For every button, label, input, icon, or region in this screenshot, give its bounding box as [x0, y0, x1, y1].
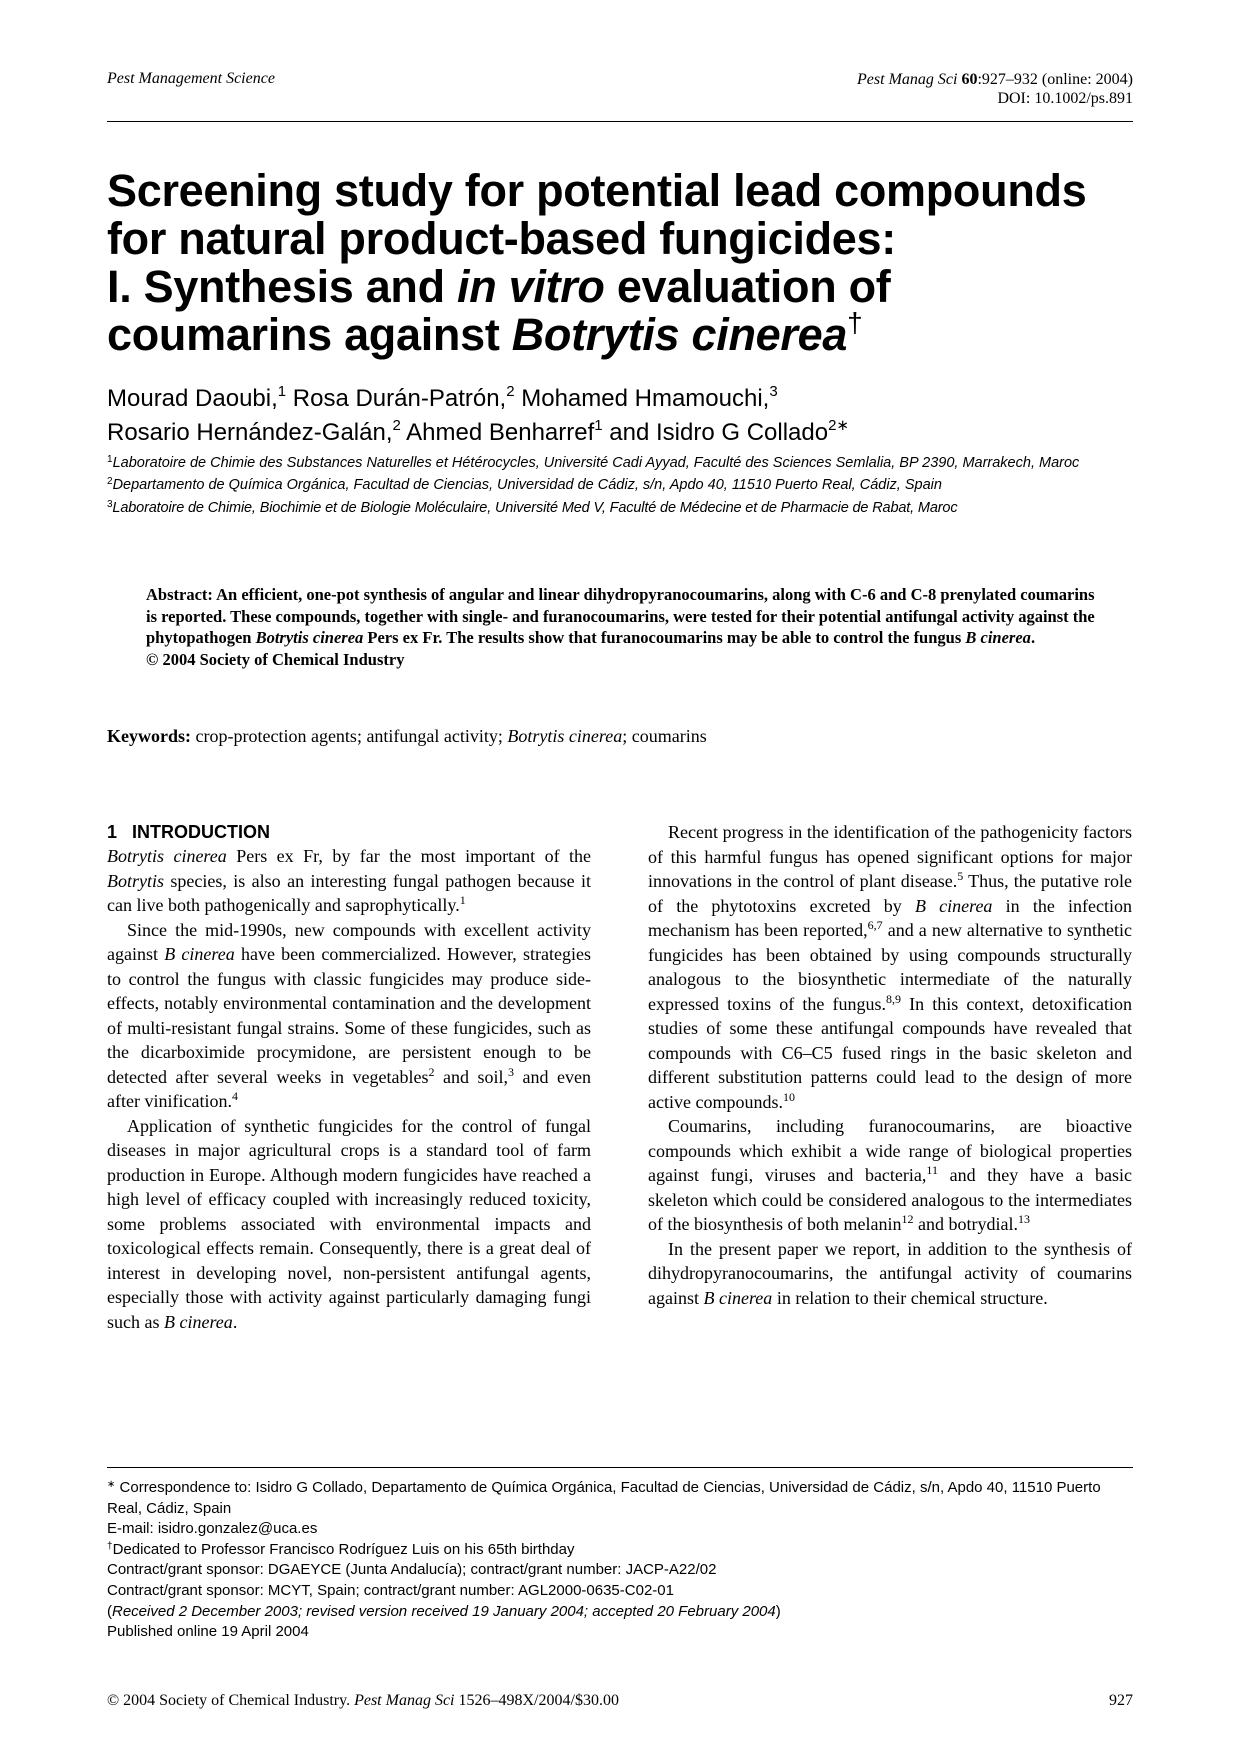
grant-2: Contract/grant sponsor: MCYT, Spain; contract/grant number: AGL2000-0635-C02-01 — [107, 1581, 674, 1599]
header-rule — [107, 121, 1133, 122]
author-list — [107, 382, 849, 450]
page-footer-copyright — [107, 1692, 619, 1710]
citation-ref: 8,9 — [886, 991, 902, 1006]
author: and Isidro G Collado — [602, 419, 829, 446]
abstract-italic: Botrytis cinerea — [255, 628, 364, 648]
keywords-text: ; coumarins — [622, 726, 707, 746]
footnotes — [107, 1478, 1133, 1643]
footnote-mark: † — [107, 1540, 113, 1552]
author-sup: 1 — [594, 417, 603, 434]
text: Since the mid-1990s, new compounds with excellent activity against — [107, 919, 591, 964]
paragraph-2 — [107, 918, 591, 1114]
email: E-mail: isidro.gonzalez@uca.es — [107, 1520, 318, 1538]
abstract-segment: Pers ex Fr. The results show that furanocoumarins may be able to control the fungus — [363, 628, 966, 648]
doi: DOI: 10.1002/ps.891 — [997, 90, 1133, 107]
title-line-2: for natural product-based fungicides: — [107, 213, 896, 264]
paragraph-4 — [648, 820, 1132, 1114]
species-name: B cinerea — [164, 1311, 233, 1332]
text: have been commercialized. However, strategies to control the fungus with classic fungicides may produce side-effects, notably environmental contamination and the development of multi-resistant fungal strains. Some of these fungicides, such as the dicarboximide procymidone, are persistent enough to be detected after several weeks in vegetables — [107, 944, 591, 1087]
received-text: Received 2 December 2003; revised version received 19 January 2004; accepted 20 February 2004 — [112, 1602, 776, 1620]
author-sup: 2∗ — [828, 417, 850, 434]
footnote-mark: ∗ — [107, 1479, 116, 1490]
text: in the infection mechanism has been reported, — [648, 895, 1132, 940]
abstract-segment: . — [1030, 628, 1036, 648]
author-sup: 1 — [277, 383, 287, 400]
abstract-italic: B cinerea — [965, 628, 1031, 648]
affiliation-2 — [107, 474, 1147, 496]
paragraph-6 — [648, 1237, 1132, 1311]
text: and even after vinification. — [107, 1066, 592, 1111]
author: Ahmed Benharref — [400, 419, 595, 446]
body-column-right — [648, 820, 1132, 1310]
affiliation-1 — [107, 452, 1147, 474]
affiliation-text: Laboratoire de Chimie des Substances Naturelles et Hétérocycles, Université Cadi Ayyad, Faculté des Sciences Semlalia, BP 2390, Marrakech, Maroc — [112, 455, 1080, 471]
author-sup: 2 — [506, 383, 515, 400]
citation-ref: 6,7 — [867, 918, 883, 932]
keywords-italic: Botrytis cinerea — [507, 726, 623, 746]
title-italic: Botrytis cinerea — [511, 309, 848, 360]
paren: ) — [775, 1602, 781, 1620]
citation-ref: 3 — [508, 1064, 514, 1079]
citation-ref: 5 — [957, 869, 964, 883]
affiliation-text: Departamento de Química Orgánica, Facultad de Ciencias, Universidad de Cádiz, s/n, Apdo 40, 11510 Puerto Real, Cádiz, Spain — [112, 477, 942, 494]
citation-ref: 4 — [231, 1089, 238, 1103]
running-head-citation — [857, 70, 1133, 108]
citation-ref: 11 — [926, 1163, 938, 1177]
footer-issn: 1526–498X/2004/$30.00 — [454, 1692, 619, 1709]
running-head-journal: Pest Management Science — [107, 70, 275, 87]
paren: ( — [107, 1602, 112, 1620]
citation-ref: 1 — [459, 893, 466, 907]
text: . — [232, 1311, 238, 1332]
footnote-rule — [107, 1467, 1133, 1468]
citation-ref: 12 — [901, 1212, 914, 1226]
keywords-label: Keywords: — [107, 726, 191, 746]
keywords-text: crop-protection agents; antifungal activity; — [191, 726, 508, 746]
text: in relation to their chemical structure. — [772, 1287, 1048, 1308]
dedication — [107, 1540, 1133, 1561]
citation-pages: :927–932 (online: 2004) — [977, 71, 1133, 88]
correspondence — [107, 1478, 1133, 1519]
citation-journal: Pest Manag Sci — [857, 71, 958, 88]
abstract — [146, 584, 1106, 671]
text: Coumarins, including furanocoumarins, are bioactive compounds which exhibit a wide range of biological properties against fungi, viruses and bacteria, — [648, 1116, 1132, 1185]
author-sup: 3 — [769, 383, 778, 400]
affiliation-sup: 3 — [107, 498, 113, 510]
grant-1: Contract/grant sponsor: DGAEYCE (Junta Andalucía); contract/grant number: JACP-A22/02 — [107, 1561, 717, 1579]
section-number: 1 — [107, 822, 118, 842]
citation-ref: 10 — [782, 1089, 795, 1104]
text: In this context, detoxification studies of some these antifungal compounds have revealed that compounds with C6–C5 fused rings in the basic skeleton and different substitution patterns could lead to the design of more active compounds. — [648, 993, 1133, 1112]
author-line-1 — [107, 382, 849, 416]
keywords — [107, 726, 707, 747]
title-dagger: † — [847, 307, 863, 338]
author-line-2 — [107, 416, 849, 450]
title-line-4 — [107, 307, 1147, 360]
affiliation-text: Laboratoire de Chimie, Biochimie et de Biologie Moléculaire, Université Med V, Faculté de Médecine et de Pharmacie de Rabat, Maroc — [112, 499, 958, 516]
abstract-segment: Abstract: An efficient, one-pot synthesis of angular and linear dihydropyranocoumarins, along with C-6 and C-8 prenylated coumarins is reported. These compounds, together with single- and furanocoumarins, were tested for their potential antifungal activity against the phytopathogen — [146, 585, 1095, 648]
text: and a new alternative to synthetic fungicides has been obtained by using compounds structurally analogous to the biosynthetic intermediate of the naturally expressed toxins of the fungus. — [648, 920, 1132, 1014]
author-sup: 2 — [392, 417, 401, 434]
species-name: B cinerea — [703, 1287, 773, 1308]
author: Mourad Daoubi, — [107, 385, 278, 412]
affiliations — [107, 452, 1147, 519]
text: In the present paper we report, in addition to the synthesis of dihydropyranocoumarins, the antifungal activity of coumarins against — [648, 1238, 1132, 1308]
author: Rosario Hernández-Galán, — [107, 419, 393, 446]
species-name: B cinerea — [914, 895, 993, 916]
title-line-1: Screening study for potential lead compounds — [107, 165, 1087, 216]
text: and botrydial. — [913, 1214, 1018, 1234]
correspondence-text: Correspondence to: Isidro G Collado, Departamento de Química Orgánica, Facultad de Ciencias, Universidad de Cádiz, s/n, Apdo 40, 11510 Puerto Real, Cádiz, Spain — [107, 1479, 1101, 1517]
species-name: B cinerea — [164, 944, 235, 964]
dedication-text: Dedicated to Professor Francisco Rodríguez Luis on his 65th birthday — [112, 1540, 575, 1558]
received-dates — [107, 1602, 1133, 1623]
article-title — [107, 167, 1147, 359]
abstract-text — [146, 584, 1106, 649]
text: and soil, — [434, 1066, 508, 1087]
text: Application of synthetic fungicides for the control of fungal diseases in major agricultural crops is a standard tool of farm production in Europe. Although modern fungicides have reached a high level of efficacy coupled with increasingly reduced toxicity, some problems associated with environmental impacts and toxicological effects remain. Consequently, there is a great deal of interest in developing novel, non-persistent antifungal agents, especially those with activity against particularly damaging fungi such as — [107, 1115, 591, 1332]
text: Pers ex Fr, by far the most important of the — [226, 846, 592, 866]
title-text: I. Synthesis and — [107, 261, 458, 312]
section-heading — [107, 820, 591, 844]
species-name: Botrytis cinerea — [107, 846, 227, 866]
section-title: INTRODUCTION — [132, 822, 271, 842]
species-name: Botrytis — [107, 870, 164, 891]
abstract-copyright: © 2004 Society of Chemical Industry — [146, 650, 405, 670]
text: species, is also an interesting fungal pathogen because it can live both pathogenically and saprophytically. — [107, 870, 591, 915]
paragraph-1 — [107, 844, 591, 918]
title-italic: in vitro — [457, 261, 605, 312]
affiliation-sup: 1 — [107, 454, 113, 465]
text: and they have a basic skeleton which could be considered analogous to the intermediates of the biosynthesis of both melanin — [648, 1165, 1132, 1234]
footer-copyright: © 2004 Society of Chemical Industry. — [107, 1692, 355, 1709]
title-text: coumarins against — [107, 309, 512, 360]
affiliation-3 — [107, 497, 1147, 519]
page-number: 927 — [1109, 1692, 1133, 1709]
paragraph-5 — [648, 1114, 1132, 1237]
published-online: Published online 19 April 2004 — [107, 1623, 309, 1641]
text: Recent progress in the identification of the pathogenicity factors of this harmful fungus has opened significant options for major innovations in the control of plant disease. — [648, 822, 1132, 891]
paragraph-3 — [107, 1114, 591, 1335]
citation-line — [857, 70, 1133, 89]
text: Thus, the putative role of the phytotoxins excreted by — [648, 871, 1132, 916]
title-text: evaluation of — [604, 261, 891, 312]
citation-ref: 2 — [428, 1064, 435, 1079]
citation-volume: 60 — [961, 71, 978, 88]
citation-ref: 13 — [1017, 1212, 1030, 1226]
author: Rosa Durán-Patrón, — [286, 385, 507, 412]
body-column-left — [107, 820, 591, 1334]
footer-journal: Pest Manag Sci — [354, 1692, 455, 1709]
title-line-3 — [107, 263, 1147, 311]
author: Mohamed Hmamouchi, — [514, 385, 770, 412]
affiliation-sup: 2 — [107, 476, 113, 488]
